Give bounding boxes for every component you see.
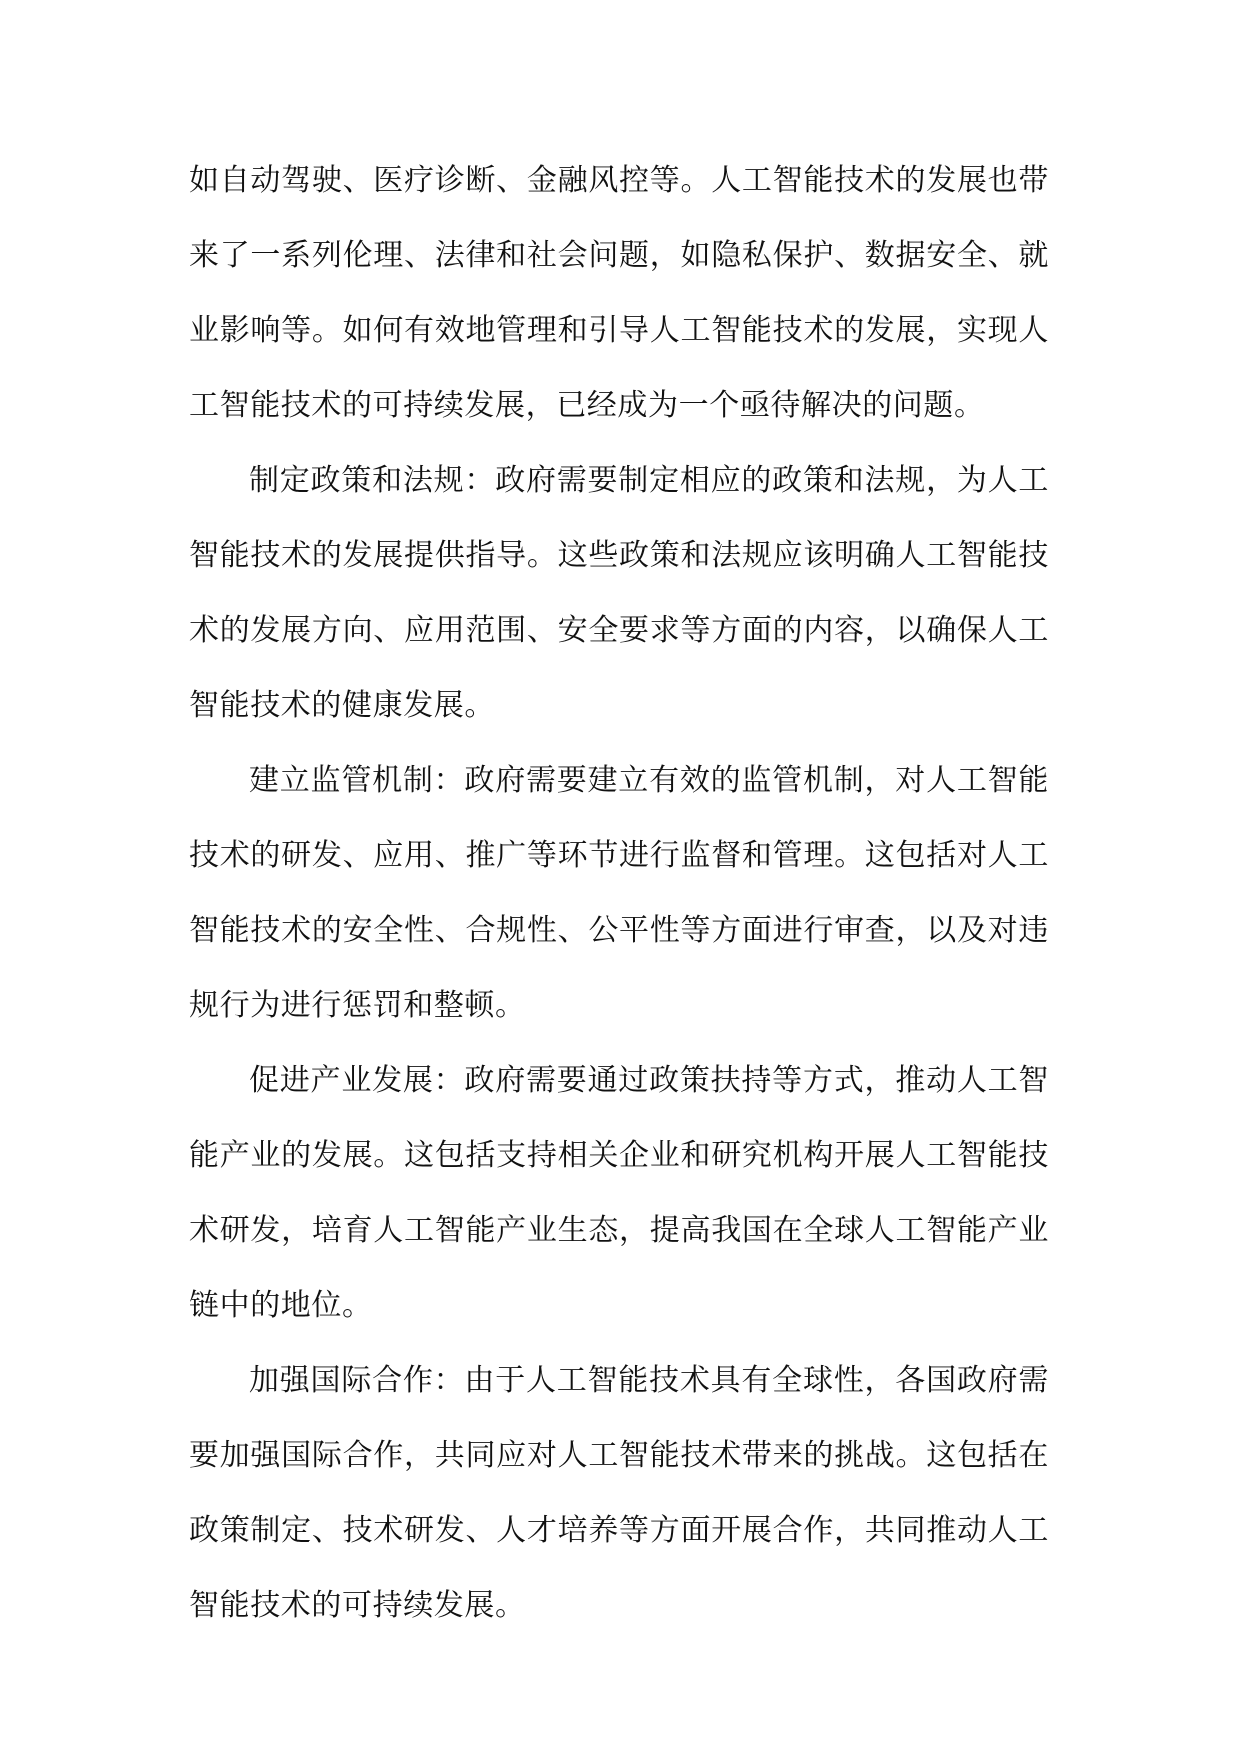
paragraph-supervision-mechanism: 建立监管机制：政府需要建立有效的监管机制，对人工智能技术的研发、应用、推广等环节进行监督和管理。这包括对人工智能技术的安全性、合规性、公平性等方面进行审查，以及对违规行为进行惩罚和整顿。 [189, 763, 1049, 1023]
document-body [189, 143, 1049, 1643]
paragraph-continuation: 如自动驾驶、医疗诊断、金融风控等。人工智能技术的发展也带来了一系列伦理、法律和社会问题，如隐私保护、数据安全、就业影响等。如何有效地管理和引导人工智能技术的发展，实现人工智能技术的可持续发展，已经成为一个亟待解决的问题。 [189, 163, 1049, 423]
paragraph-policy-regulation: 制定政策和法规：政府需要制定相应的政策和法规，为人工智能技术的发展提供指导。这些政策和法规应该明确人工智能技术的发展方向、应用范围、安全要求等方面的内容，以确保人工智能技术的健康发展。 [189, 463, 1049, 723]
paragraph-international-cooperation: 加强国际合作：由于人工智能技术具有全球性，各国政府需要加强国际合作，共同应对人工智能技术带来的挑战。这包括在政策制定、技术研发、人才培养等方面开展合作，共同推动人工智能技术的可持续发展。 [189, 1363, 1049, 1623]
paragraph-industry-development: 促进产业发展：政府需要通过政策扶持等方式，推动人工智能产业的发展。这包括支持相关企业和研究机构开展人工智能技术研发，培育人工智能产业生态，提高我国在全球人工智能产业链中的地位。 [189, 1063, 1049, 1323]
